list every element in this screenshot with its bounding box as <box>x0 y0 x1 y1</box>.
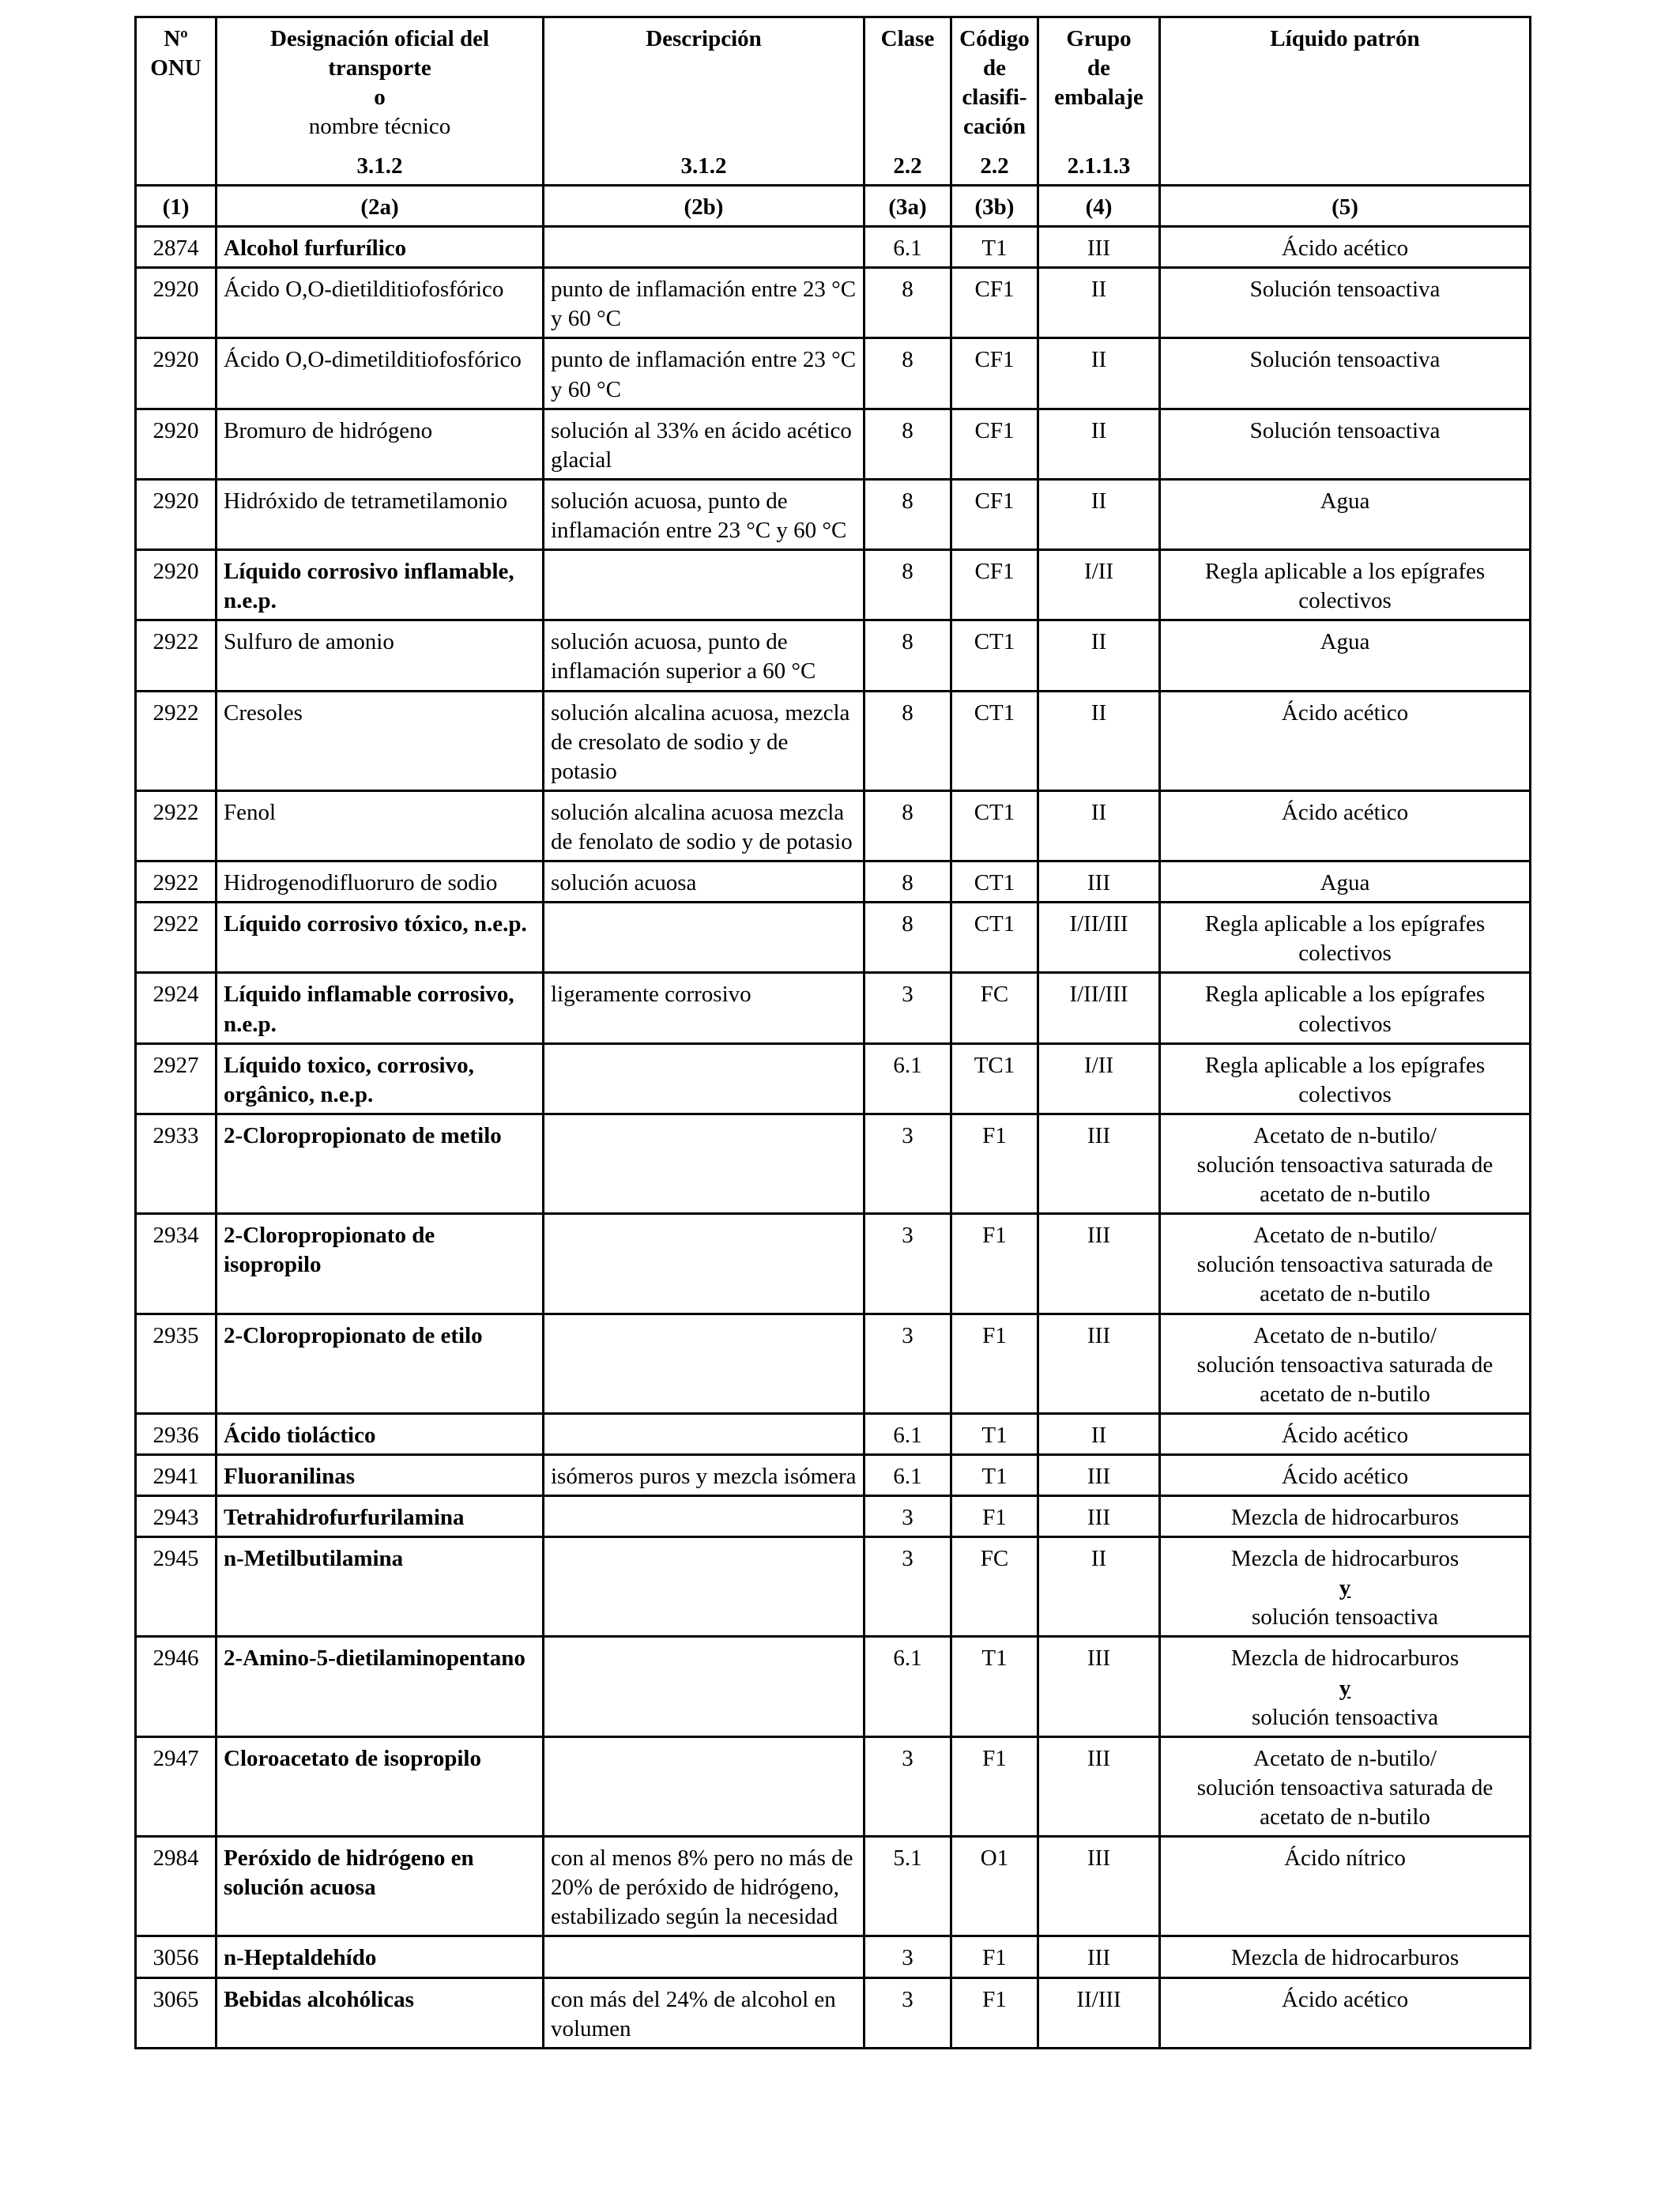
official-name-cell: Hidróxido de tetrametilamonio <box>217 479 544 549</box>
description-cell: ligeramente corrosivo <box>544 973 864 1043</box>
un-number-cell: 2920 <box>136 268 217 338</box>
official-name-cell: Alcohol furfurílico <box>217 227 544 268</box>
description-cell <box>544 1736 864 1836</box>
standard-liquid-cell <box>1160 268 1531 338</box>
classification-code-cell: F1 <box>951 1314 1038 1413</box>
un-number-cell: 2943 <box>136 1496 217 1537</box>
standard-liquid-cell <box>1160 1537 1531 1637</box>
official-name-cell: Líquido inflamable corrosivo, n.e.p. <box>217 973 544 1043</box>
table-row <box>136 790 1531 861</box>
table-row <box>136 1936 1531 1977</box>
standard-liquid-cell <box>1160 338 1531 409</box>
table-row <box>136 1413 1531 1454</box>
official-name-cell: n-Metilbutilamina <box>217 1537 544 1637</box>
class-cell: 8 <box>864 479 951 549</box>
header-un-number-title: Nº ONU <box>150 26 202 81</box>
classification-code-cell: CT1 <box>951 790 1038 861</box>
classification-code-cell: TC1 <box>951 1043 1038 1114</box>
table-row <box>136 1496 1531 1537</box>
standard-liquid-cell <box>1160 479 1531 549</box>
packing-group-cell: II <box>1038 479 1160 549</box>
un-number-cell: 2920 <box>136 479 217 549</box>
column-ref: (5) <box>1160 186 1531 227</box>
packing-group-cell: III <box>1038 1837 1160 1936</box>
standard-liquid-text: Acetato de n-butilo/ <box>1253 1223 1437 1249</box>
table-row <box>136 973 1531 1043</box>
standard-liquid-text: Mezcla de hidrocarburos <box>1230 1546 1460 1572</box>
header-standard-liquid-title: Líquido patrón <box>1270 26 1420 51</box>
standard-liquid-text: Solución tensoactiva <box>1249 417 1441 443</box>
standard-liquid-text: Mezcla de hidrocarburos <box>1230 1945 1460 1971</box>
un-number-cell: 2984 <box>136 1837 217 1936</box>
un-number-cell: 2922 <box>136 861 217 903</box>
description-cell <box>544 1413 864 1454</box>
standard-liquid-cell <box>1160 691 1531 790</box>
description-cell <box>544 903 864 973</box>
un-number-cell: 2933 <box>136 1114 217 1213</box>
un-number-cell: 2936 <box>136 1413 217 1454</box>
class-cell: 8 <box>864 620 951 691</box>
table-row <box>136 1454 1531 1495</box>
packing-group-cell: II <box>1038 409 1160 479</box>
description-cell: con más del 24% de alcohol en volumen <box>544 1977 864 2048</box>
class-cell: 8 <box>864 550 951 620</box>
official-name-cell: Peróxido de hidrógeno en solución acuosa <box>217 1837 544 1936</box>
column-ref: (3a) <box>864 186 951 227</box>
classification-code-cell: CF1 <box>951 338 1038 409</box>
standard-liquid-text: Mezcla de hidrocarburos <box>1230 1646 1460 1672</box>
description-cell: solución al 33% en ácido acético glacial <box>544 409 864 479</box>
official-name-cell: Fenol <box>217 790 544 861</box>
un-number-cell: 3065 <box>136 1977 217 2048</box>
table-row <box>136 479 1531 549</box>
packing-group-cell: III <box>1038 1314 1160 1413</box>
standard-liquid-cell <box>1160 1496 1531 1537</box>
class-cell: 3 <box>864 1537 951 1637</box>
description-cell <box>544 1314 864 1413</box>
header-packing-group-ref: 2.1.1.3 <box>1067 153 1131 179</box>
class-cell: 3 <box>864 1496 951 1537</box>
standard-liquid-cell <box>1160 903 1531 973</box>
un-number-cell: 2935 <box>136 1314 217 1413</box>
packing-group-cell: III <box>1038 861 1160 903</box>
class-cell: 8 <box>864 338 951 409</box>
table-row <box>136 1043 1531 1114</box>
classification-code-cell: CF1 <box>951 268 1038 338</box>
header-classification-code-ref: 2.2 <box>980 153 1009 179</box>
official-name-cell: Líquido corrosivo tóxico, n.e.p. <box>217 903 544 973</box>
classification-code-cell: T1 <box>951 1413 1038 1454</box>
class-cell: 5.1 <box>864 1837 951 1936</box>
description-cell <box>544 1114 864 1213</box>
packing-group-cell: II <box>1038 1537 1160 1637</box>
classification-code-cell: O1 <box>951 1837 1038 1936</box>
description-cell: punto de inflamación entre 23 °C y 60 °C <box>544 338 864 409</box>
standard-liquid-cell <box>1160 1114 1531 1213</box>
description-cell: solución acuosa, punto de inflamación superior a 60 °C <box>544 620 864 691</box>
packing-group-cell: II <box>1038 1413 1160 1454</box>
class-cell: 3 <box>864 973 951 1043</box>
standard-liquid-text: Regla aplicable a los epígrafes colectivos <box>1204 982 1486 1037</box>
table-row <box>136 1214 1531 1314</box>
standard-liquid-cell <box>1160 620 1531 691</box>
classification-code-cell: F1 <box>951 1977 1038 2048</box>
classification-code-cell: FC <box>951 1537 1038 1637</box>
standard-liquid-cell <box>1160 1043 1531 1114</box>
packing-group-cell: III <box>1038 1637 1160 1736</box>
standard-liquid-text: Ácido nítrico <box>1284 1845 1406 1872</box>
official-name-cell: Hidrogenodifluoruro de sodio <box>217 861 544 903</box>
table-row <box>136 691 1531 790</box>
official-name-cell: Cresoles <box>217 691 544 790</box>
standard-liquid-text: solución tensoactiva saturada de acetato de n-butilo <box>1196 1252 1494 1307</box>
packing-group-cell: II <box>1038 790 1160 861</box>
official-name-cell: 2-Cloropropionato de isopropilo <box>217 1214 544 1314</box>
class-cell: 8 <box>864 861 951 903</box>
class-cell: 3 <box>864 1314 951 1413</box>
header-classification-code-title: Código de clasifi- cación <box>959 26 1030 140</box>
un-number-cell: 2934 <box>136 1214 217 1314</box>
header-packing-group <box>1038 17 1160 186</box>
table-row <box>136 409 1531 479</box>
packing-group-cell: II <box>1038 338 1160 409</box>
class-cell: 8 <box>864 268 951 338</box>
standard-liquid-text: Ácido acético <box>1281 1422 1409 1448</box>
classification-code-cell: F1 <box>951 1114 1038 1213</box>
header-official-name-ref: 3.1.2 <box>356 153 403 179</box>
standard-liquid-cell <box>1160 1977 1531 2048</box>
header-class-title: Clase <box>880 26 935 51</box>
header-standard-liquid <box>1160 17 1531 186</box>
column-ref: (3b) <box>951 186 1038 227</box>
official-name-cell: Ácido O,O-dietilditiofosfórico <box>217 268 544 338</box>
un-number-cell: 2922 <box>136 620 217 691</box>
standard-liquid-text: Agua <box>1320 488 1370 514</box>
packing-group-cell: II <box>1038 268 1160 338</box>
packing-group-cell: III <box>1038 1496 1160 1537</box>
standard-liquid-text: Agua <box>1320 870 1370 896</box>
table-row <box>136 1736 1531 1836</box>
packing-group-cell: III <box>1038 1936 1160 1977</box>
classification-code-cell: CF1 <box>951 409 1038 479</box>
packing-group-cell: I/II/III <box>1038 973 1160 1043</box>
official-name-cell: Líquido corrosivo inflamable, n.e.p. <box>217 550 544 620</box>
standard-liquid-cell <box>1160 1837 1531 1936</box>
un-number-cell: 2922 <box>136 691 217 790</box>
header-packing-group-title: Grupo de embalaje <box>1054 26 1143 111</box>
class-cell: 8 <box>864 790 951 861</box>
header-description-ref: 3.1.2 <box>680 153 727 179</box>
description-cell <box>544 550 864 620</box>
description-cell <box>544 1496 864 1537</box>
standard-liquid-text: solución tensoactiva <box>1252 1604 1438 1630</box>
column-ref: (2a) <box>217 186 544 227</box>
standard-liquid-text: Regla aplicable a los epígrafes colectivos <box>1204 559 1486 614</box>
standard-liquid-text: Ácido acético <box>1281 799 1409 825</box>
description-cell: isómeros puros y mezcla isómera <box>544 1454 864 1495</box>
table-row <box>136 903 1531 973</box>
official-name-cell: Fluoranilinas <box>217 1454 544 1495</box>
header-official-name <box>217 17 544 186</box>
un-number-cell: 2941 <box>136 1454 217 1495</box>
description-cell <box>544 1936 864 1977</box>
standard-liquid-cell <box>1160 1314 1531 1413</box>
official-name-cell: Bebidas alcohólicas <box>217 1977 544 2048</box>
standard-liquid-text: Regla aplicable a los epígrafes colectivos <box>1204 911 1486 967</box>
official-name-cell: Sulfuro de amonio <box>217 620 544 691</box>
standard-liquid-text: Agua <box>1320 629 1370 655</box>
un-number-cell: 2947 <box>136 1736 217 1836</box>
classification-code-cell: F1 <box>951 1496 1038 1537</box>
classification-code-cell: CT1 <box>951 620 1038 691</box>
standard-liquid-text: Mezcla de hidrocarburos <box>1230 1505 1460 1531</box>
classification-code-cell: T1 <box>951 1454 1038 1495</box>
table-row <box>136 338 1531 409</box>
official-name-cell: Tetrahidrofurfurilamina <box>217 1496 544 1537</box>
column-ref: (1) <box>136 186 217 227</box>
class-cell: 8 <box>864 409 951 479</box>
un-number-cell: 2874 <box>136 227 217 268</box>
class-cell: 3 <box>864 1936 951 1977</box>
packing-group-cell: I/II/III <box>1038 903 1160 973</box>
classification-code-cell: CF1 <box>951 479 1038 549</box>
packing-group-cell: III <box>1038 1114 1160 1213</box>
description-cell: punto de inflamación entre 23 °C y 60 °C <box>544 268 864 338</box>
packing-group-cell: I/II <box>1038 1043 1160 1114</box>
table-row <box>136 620 1531 691</box>
table-row <box>136 1114 1531 1213</box>
standard-liquids-table <box>134 16 1531 2049</box>
packing-group-cell: II <box>1038 691 1160 790</box>
official-name-cell: Cloroacetato de isopropilo <box>217 1736 544 1836</box>
standard-liquid-text: solución tensoactiva saturada de acetato de n-butilo <box>1196 1774 1494 1830</box>
table-row <box>136 550 1531 620</box>
un-number-cell: 2922 <box>136 903 217 973</box>
official-name-cell: Líquido toxico, corrosivo, orgânico, n.e.p. <box>217 1043 544 1114</box>
standard-liquid-cell <box>1160 550 1531 620</box>
standard-liquid-cell <box>1160 1736 1531 1836</box>
standard-liquid-text: solución tensoactiva saturada de acetato de n-butilo <box>1196 1152 1494 1208</box>
official-name-cell: Bromuro de hidrógeno <box>217 409 544 479</box>
conjunction-text: y <box>1339 1675 1351 1701</box>
class-cell: 6.1 <box>864 227 951 268</box>
official-name-cell: Ácido O,O-dimetilditiofosfórico <box>217 338 544 409</box>
standard-liquid-cell <box>1160 1454 1531 1495</box>
header-class-ref: 2.2 <box>893 153 922 179</box>
standard-liquid-cell <box>1160 227 1531 268</box>
description-cell <box>544 227 864 268</box>
description-cell <box>544 1537 864 1637</box>
description-cell: solución acuosa <box>544 861 864 903</box>
classification-code-cell: F1 <box>951 1214 1038 1314</box>
class-cell: 6.1 <box>864 1413 951 1454</box>
packing-group-cell: I/II <box>1038 550 1160 620</box>
classification-code-cell: CT1 <box>951 861 1038 903</box>
description-cell: solución alcalina acuosa mezcla de fenolato de sodio y de potasio <box>544 790 864 861</box>
un-number-cell: 2920 <box>136 338 217 409</box>
standard-liquid-text: Ácido acético <box>1281 699 1409 726</box>
standard-liquid-text: Acetato de n-butilo/ <box>1253 1122 1437 1148</box>
description-cell <box>544 1214 864 1314</box>
standard-liquid-text: Ácido acético <box>1281 236 1409 262</box>
un-number-cell: 3056 <box>136 1936 217 1977</box>
class-cell: 6.1 <box>864 1454 951 1495</box>
standard-liquid-cell <box>1160 790 1531 861</box>
column-reference-row <box>136 186 1531 227</box>
standard-liquid-cell <box>1160 1936 1531 1977</box>
standard-liquid-text: Ácido acético <box>1281 1986 1409 2012</box>
table-row <box>136 1977 1531 2048</box>
classification-code-cell: CF1 <box>951 550 1038 620</box>
official-name-cell: 2-Cloropropionato de metilo <box>217 1114 544 1213</box>
standard-liquid-cell <box>1160 1413 1531 1454</box>
standard-liquid-text: Acetato de n-butilo/ <box>1253 1322 1437 1348</box>
standard-liquid-cell <box>1160 861 1531 903</box>
standard-liquid-cell <box>1160 973 1531 1043</box>
column-ref: (2b) <box>544 186 864 227</box>
standard-liquid-cell <box>1160 1637 1531 1736</box>
description-cell <box>544 1043 864 1114</box>
un-number-cell: 2920 <box>136 550 217 620</box>
classification-code-cell: CT1 <box>951 691 1038 790</box>
un-number-cell: 2922 <box>136 790 217 861</box>
classification-code-cell: T1 <box>951 1637 1038 1736</box>
standard-liquid-cell <box>1160 409 1531 479</box>
standard-liquid-text: Solución tensoactiva <box>1249 347 1441 373</box>
description-cell: solución acuosa, punto de inflamación entre 23 °C y 60 °C <box>544 479 864 549</box>
classification-code-cell: F1 <box>951 1736 1038 1836</box>
packing-group-cell: III <box>1038 1736 1160 1836</box>
standard-liquid-text: Regla aplicable a los epígrafes colectivos <box>1204 1052 1486 1107</box>
table-body <box>136 227 1531 2049</box>
standard-liquid-text: solución tensoactiva saturada de acetato de n-butilo <box>1196 1351 1494 1407</box>
official-name-cell: 2-Cloropropionato de etilo <box>217 1314 544 1413</box>
official-name-cell: 2-Amino-5-dietilaminopentano <box>217 1637 544 1736</box>
un-number-cell: 2924 <box>136 973 217 1043</box>
header-description <box>544 17 864 186</box>
header-un-number <box>136 17 217 186</box>
classification-code-cell: F1 <box>951 1936 1038 1977</box>
official-name-cell: n-Heptaldehído <box>217 1936 544 1977</box>
table-row <box>136 1837 1531 1936</box>
description-cell <box>544 1637 864 1736</box>
classification-code-cell: T1 <box>951 227 1038 268</box>
conjunction-text: y <box>1339 1575 1351 1601</box>
packing-group-cell: III <box>1038 1454 1160 1495</box>
class-cell: 3 <box>864 1977 951 2048</box>
standard-liquid-cell <box>1160 1214 1531 1314</box>
classification-code-cell: CT1 <box>951 903 1038 973</box>
standard-liquid-text: Solución tensoactiva <box>1249 277 1441 303</box>
table-row <box>136 861 1531 903</box>
class-cell: 3 <box>864 1736 951 1836</box>
un-number-cell: 2946 <box>136 1637 217 1736</box>
un-number-cell: 2920 <box>136 409 217 479</box>
official-name-cell: Ácido tioláctico <box>217 1413 544 1454</box>
class-cell: 8 <box>864 903 951 973</box>
description-cell: solución alcalina acuosa, mezcla de cresolato de sodio y de potasio <box>544 691 864 790</box>
header-row <box>136 17 1531 186</box>
header-official-name-title: Designación oficial del transporte o <box>269 26 490 111</box>
class-cell: 6.1 <box>864 1637 951 1736</box>
header-classification-code <box>951 17 1038 186</box>
standard-liquid-text: Acetato de n-butilo/ <box>1253 1745 1437 1771</box>
table-row <box>136 227 1531 268</box>
packing-group-cell: II <box>1038 620 1160 691</box>
packing-group-cell: III <box>1038 227 1160 268</box>
description-cell: con al menos 8% pero no más de 20% de peróxido de hidrógeno, estabilizado según la necesidad <box>544 1837 864 1936</box>
column-ref: (4) <box>1038 186 1160 227</box>
un-number-cell: 2945 <box>136 1537 217 1637</box>
class-cell: 3 <box>864 1214 951 1314</box>
un-number-cell: 2927 <box>136 1043 217 1114</box>
table-row <box>136 1537 1531 1637</box>
table-row <box>136 268 1531 338</box>
class-cell: 8 <box>864 691 951 790</box>
class-cell: 6.1 <box>864 1043 951 1114</box>
classification-code-cell: FC <box>951 973 1038 1043</box>
packing-group-cell: II/III <box>1038 1977 1160 2048</box>
header-description-title: Descripción <box>646 26 762 51</box>
table-row <box>136 1637 1531 1736</box>
header-official-name-subtitle: nombre técnico <box>308 114 451 140</box>
header-class <box>864 17 951 186</box>
packing-group-cell: III <box>1038 1214 1160 1314</box>
standard-liquid-text: solución tensoactiva <box>1252 1704 1438 1730</box>
table-row <box>136 1314 1531 1413</box>
class-cell: 3 <box>864 1114 951 1213</box>
standard-liquid-text: Ácido acético <box>1281 1463 1409 1489</box>
